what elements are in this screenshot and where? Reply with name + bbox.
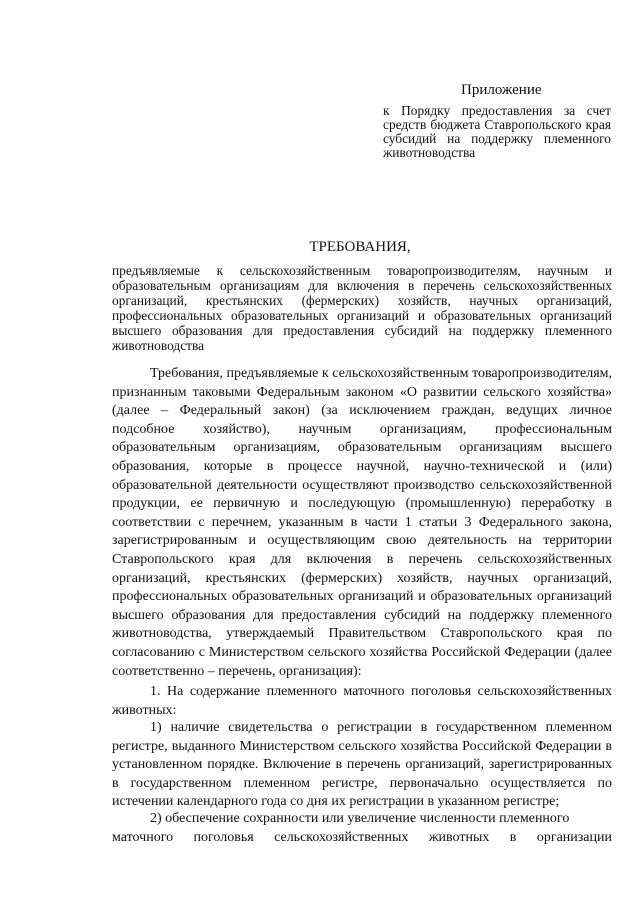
intro-paragraph: Требования, предъявляемые к сельскохозяйственным товаропроизводителям, признанным таковыми Федеральным законом «О развитии сельского хозяйства» (далее – Федеральный закон) (за исключением граждан, ведущих личное подсобное хозяйство), научным организациям, профессиональным образовательным организациям, образовательным организациям высшего образования, которые в процессе научной, научно-технической и (или) образовательной деятельности осуществляют производство сельскохозяйственной продукции, ее первичную и последующую (промышленную) переработку в соответствии с перечнем, указанным в части 1 статьи 3 Федерального закона, зарегистрированным и осуществляющим свою деятельность на территории Ставропольского края для включения в перечень сельскохозяйственных организаций, крестьянских (фермерских) хозяйств, научных организаций, профессиональных образовательных организаций и образовательных организаций высшего образования для предоставления субсидий на поддержку племенного животноводства, утверждаемый Правительством Ставропольского края по согласованию с Министерством сельского хозяйства Российской Федерации (далее соответственно – перечень, организация): bbox=[112, 366, 612, 679]
subitem-2-paragraph bbox=[112, 810, 612, 847]
requirements-subtitle: предъявляемые к сельскохозяйственным товаропроизводителям, научным и образовательным организациям для включения в перечень сельскохозяйственных организаций, крестьянских (фермерских) хозяйств, научных организаций, профессиональных образовательных организаций и образовательных организаций высшего образования для предоставления субсидий на поддержку племенного животноводства bbox=[112, 263, 612, 353]
appendix-reference: к Порядку предоставления за счет средств бюджета Ставропольского края субсидий на поддержку племенного животноводства bbox=[383, 103, 611, 160]
appendix-title: Приложение bbox=[461, 82, 542, 98]
subitem-2-line-2: маточного поголовья сельскохозяйственных животных в организации bbox=[112, 829, 612, 845]
item-1-heading: 1. На содержание племенного маточного поголовья сельскохозяйственных животных: bbox=[112, 684, 612, 718]
requirements-title: ТРЕБОВАНИЯ, bbox=[309, 239, 411, 255]
subitem-1-paragraph: 1) наличие свидетельства о регистрации в государственном племенном регистре, выданного Министерством сельского хозяйства Российской Федерации в установленном порядке. Включение в перечень организаций, зарегистрированных в государственном племенном регистре, первоначально осуществляется по истечении календарного года со дня их регистрации в указанном регистре; bbox=[112, 720, 612, 810]
subitem-2-line-1: 2) обеспечение сохранности или увеличение численности племенного bbox=[150, 811, 570, 826]
